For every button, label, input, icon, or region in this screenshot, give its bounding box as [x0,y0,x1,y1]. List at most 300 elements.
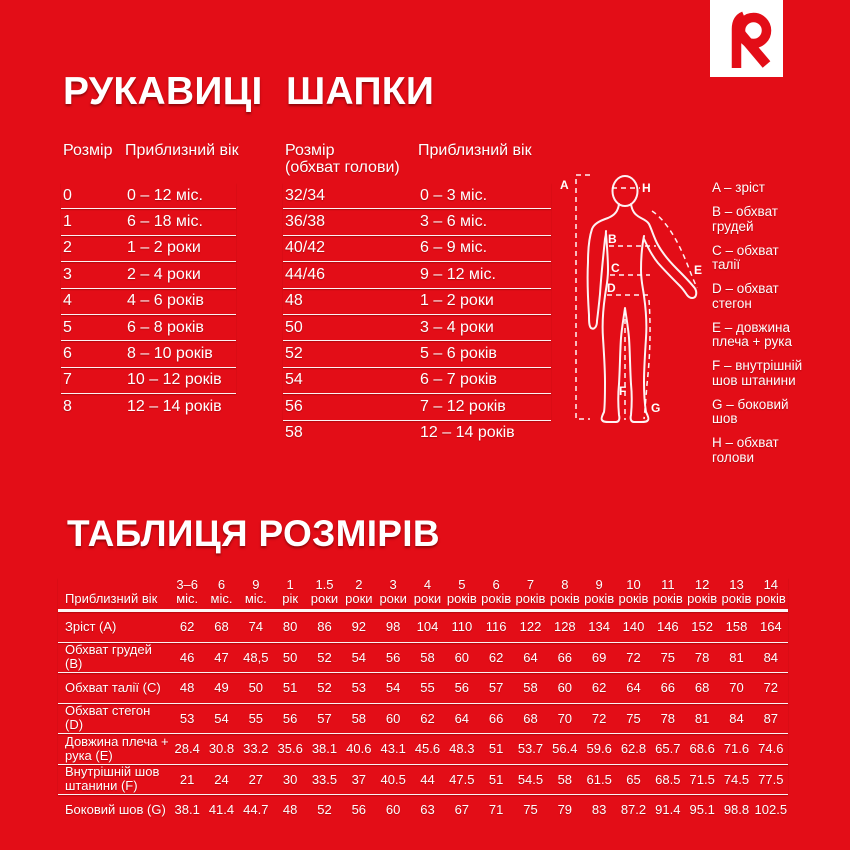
size-table-column-header [170,578,204,605]
size-table-value: 72 [591,710,607,726]
size-table-value: 146 [656,619,679,635]
hats-row [283,394,551,420]
size-table-value: 44.7 [243,802,269,818]
column-header-value: 9 [252,577,260,592]
size-table-column-header [445,578,479,605]
mittens-row [61,341,236,367]
measurement-legend [712,181,850,475]
size-table-value: 74.5 [723,771,750,787]
size-table-value: 41.4 [208,802,235,818]
size-table-value: 52 [317,680,332,696]
size-table-value: 56 [454,680,470,696]
size-table-row [58,795,788,825]
size-table-value: 72 [626,649,641,665]
mittens-row [61,209,236,235]
size-table-value: 71.5 [689,771,715,787]
size-table-value: 74.6 [758,741,784,757]
mittens-row-age: 0 – 12 міс. [127,186,203,204]
legend-line: голови [712,449,755,465]
mittens-row-age: 6 – 18 міс. [127,213,203,231]
legend-line: грудей [712,218,754,234]
size-table-value: 52 [317,649,332,665]
hats-row-age: 1 – 2 роки [420,292,494,310]
size-table-value: 78 [660,710,676,726]
figure-label-e: E [694,263,703,277]
hats-row-age: 3 – 4 роки [420,318,494,336]
column-header-unit: років [755,590,786,606]
hats-row-size: 50 [285,318,303,336]
hats-row [283,209,551,235]
size-table-row-label [58,643,170,671]
mittens-row-size: 5 [63,318,72,336]
figure-label-c: C [611,261,620,275]
size-table-value: 71.6 [723,741,750,757]
column-header-unit: років [618,590,649,606]
legend-line: стегон [712,295,752,311]
column-header-unit: років [652,590,683,606]
column-header-value: 10 [626,577,641,592]
column-header-unit: років [446,590,477,606]
column-header-unit: роки [379,590,407,606]
legend-line: F – внутрішній [712,358,803,373]
hats-row-age: 12 – 14 років [420,424,515,442]
hats-row-age: 7 – 12 років [420,397,506,415]
size-table-value: 47.5 [449,771,475,787]
size-table-value: 81 [694,710,710,726]
size-table-value: 66 [660,680,676,696]
size-table-value: 72 [763,680,779,696]
size-table-value: 140 [622,619,645,635]
size-table-header-label: Приблизний вік [65,590,158,606]
size-table-value: 38.1 [174,802,200,818]
size-table-value: 51 [488,741,504,757]
hats-col-age: Приблизний вік [418,142,532,159]
hats-table-header [285,142,565,176]
mittens-row-age: 2 – 4 роки [127,265,201,283]
size-table-column-header [719,578,753,605]
figure-label-g: G [651,401,661,415]
size-table-value: 58 [557,771,573,787]
hats-row-size: 54 [285,371,303,389]
hats-row-size: 56 [285,397,303,415]
size-table-value: 33.2 [243,741,269,757]
size-table-value: 43.1 [380,741,406,757]
column-header-value: 14 [763,577,779,592]
size-table-value: 53.7 [517,741,544,757]
brand-logo [710,0,783,77]
hats-row [283,421,551,446]
column-header-value: 8 [561,577,569,592]
size-table-value: 75 [660,649,676,665]
size-table-value: 46 [179,649,195,665]
size-table-row [58,612,788,643]
size-table-value: 81 [729,649,744,665]
size-table-value: 92 [351,619,367,635]
body-measurement-diagram [553,158,705,450]
size-table-value: 64 [626,680,641,696]
row-label-line: Внутрішній шов [65,764,160,780]
size-table-value: 62 [591,680,607,696]
legend-item [712,359,850,388]
size-table-body [58,612,788,825]
size-table-value: 84 [729,710,744,726]
size-table-value: 27 [248,771,264,787]
column-header-unit: міс. [210,590,233,606]
hats-row-size: 52 [285,345,303,363]
size-table-value: 116 [485,619,507,635]
size-table-row-label [58,765,170,793]
mittens-row-size: 4 [63,292,72,310]
size-table-value: 66 [488,710,504,726]
hats-title: ШАПКИ [286,70,435,113]
legend-line: B – обхват [712,204,778,219]
size-table-value: 56 [351,802,367,818]
size-table-value: 33.5 [311,771,338,787]
size-table-value: 67 [454,802,470,818]
hats-row [283,341,551,367]
legend-item [712,398,850,427]
size-table-value: 122 [519,619,542,635]
hats-col-size-line2: (обхват голови) [285,159,400,176]
size-table-value: 50 [282,649,298,665]
row-label-line: штанини (F) [65,778,138,794]
size-table-column-header [410,578,444,605]
size-table-header [58,578,788,612]
size-table-value: 104 [416,619,439,635]
size-table-value: 54.5 [517,771,544,787]
size-table-value: 63 [420,802,435,818]
figure-label-d: D [607,281,616,295]
hats-row-size: 48 [285,292,303,310]
hats-row [283,183,551,209]
size-table-value: 61.5 [586,771,612,787]
column-header-value: 12 [694,577,710,592]
size-table-value: 68 [523,710,538,726]
row-label-line: Зріст (A) [65,618,117,634]
legend-item [712,436,850,465]
size-table-value: 59.6 [586,741,612,757]
row-label-line: рука (E) [65,747,113,763]
size-table-value: 40.6 [346,741,372,757]
size-table-column-header [307,578,341,605]
column-header-unit: років [721,590,752,606]
size-table-value: 57 [488,680,504,696]
size-table-value: 68.5 [655,771,681,787]
hats-row [283,262,551,288]
size-table-value: 56.4 [552,741,578,757]
mittens-row-size: 8 [63,397,72,415]
column-header-value: 1.5 [315,577,334,592]
hats-col-size [285,142,418,176]
size-table-value: 68.6 [689,741,715,757]
column-header-value: 7 [526,577,535,592]
hats-row-size: 58 [285,424,303,442]
legend-line: H – обхват [712,435,779,450]
size-table-column-header [376,578,410,605]
column-header-unit: міс. [176,590,199,606]
column-header-unit: міс. [244,590,267,606]
size-table-column-header [582,578,616,605]
size-table-row [58,765,788,796]
size-table-value: 53 [351,680,367,696]
size-table-value: 60 [557,680,573,696]
hats-row-age: 6 – 7 років [420,371,497,389]
arm-line [652,211,697,288]
size-table-column-header [513,578,547,605]
size-table-value: 91.4 [655,802,681,818]
legend-line: шов [712,411,738,426]
size-table-value: 62.8 [620,741,647,757]
hats-row-age: 5 – 6 років [420,345,497,363]
size-table-value: 74 [248,619,264,635]
hats-row-age: 9 – 12 міс. [420,265,496,283]
size-table-value: 58 [351,710,367,726]
column-header-value: 11 [661,577,675,592]
column-header-value: 13 [729,577,744,592]
size-table-value: 28.4 [174,741,200,757]
size-table-value: 64 [454,710,470,726]
size-table-row-label [58,803,170,817]
size-table-value: 54 [385,680,401,696]
hats-row-age: 0 – 3 міс. [420,186,488,204]
row-label-line: Обхват талії (C) [65,679,161,695]
size-table-value: 86 [317,619,332,635]
hats-row-size: 36/38 [285,213,326,231]
mittens-row [61,368,236,394]
legend-item [712,181,850,196]
column-header-unit: роки [345,590,373,606]
legend-item [712,244,850,273]
row-label-line: Обхват грудей (B) [65,642,152,672]
size-table-value: 48,5 [243,649,269,665]
hats-table [283,183,551,446]
size-table-value: 53 [179,710,195,726]
mittens-row-size: 2 [63,239,72,257]
size-table-value: 62 [420,710,435,726]
mittens-row-size: 3 [63,265,72,283]
size-table-value: 48 [179,680,195,696]
size-table-value: 80 [282,619,298,635]
column-header-value: 6 [217,577,226,592]
size-table-value: 21 [179,771,195,787]
size-table-value: 128 [553,619,576,635]
mittens-row-age: 10 – 12 років [127,371,222,389]
legend-line: C – обхват [712,242,779,258]
size-table-value: 77.5 [758,771,784,787]
legend-item [712,321,850,350]
column-header-value: 2 [355,577,363,592]
size-table-value: 58 [523,680,538,696]
mittens-table [61,183,236,420]
size-table-value: 55 [248,710,264,726]
column-header-value: 4 [423,577,432,592]
size-table-value: 48.3 [449,741,475,757]
hats-row-age: 6 – 9 міс. [420,239,488,257]
column-header-unit: роки [413,590,442,606]
mittens-row [61,183,236,209]
column-header-value: 6 [492,577,500,592]
size-table-value: 37 [351,771,367,787]
legend-item [712,282,850,311]
mittens-row-size: 1 [63,213,72,231]
mittens-row [61,315,236,341]
column-header-value: 1 [286,577,294,592]
mittens-row [61,289,236,315]
hats-row-age: 3 – 6 міс. [420,213,488,231]
size-table-value: 30.8 [208,741,235,757]
size-table-value: 65 [626,771,641,787]
size-table-row [58,704,788,735]
hats-row [283,315,551,341]
column-header-value: 5 [458,577,466,592]
size-table-row-label [58,681,170,695]
mittens-row-size: 0 [63,186,72,204]
figure-label-a: A [560,178,569,192]
size-table-row-label [58,704,170,732]
column-header-unit: років [481,590,512,606]
mittens-col-size: Розмір [63,142,113,159]
mittens-row-size: 7 [63,371,72,389]
size-table-value: 78 [694,649,710,665]
mittens-row [61,262,236,288]
figure-label-f: F [619,384,627,398]
size-table-value: 49 [214,680,229,696]
size-table-value: 62 [179,619,195,635]
hats-row-size: 44/46 [285,265,326,283]
size-table-value: 70 [557,710,573,726]
hats-row [283,236,551,262]
mittens-row [61,394,236,419]
size-table-column-header [479,578,513,605]
size-table-value: 40.5 [380,771,406,787]
size-table-value: 47 [214,649,229,665]
size-table-value: 98.8 [723,802,750,818]
size-table-value: 56 [385,649,401,665]
size-table-value: 57 [317,710,332,726]
size-table-value: 45.6 [414,741,441,757]
size-table-value: 69 [591,649,607,665]
size-table-value: 110 [451,619,473,635]
size-table-value: 51 [282,680,298,696]
mittens-table-header [63,142,253,159]
mittens-row-age: 6 – 8 років [127,318,204,336]
size-table-value: 38.1 [311,741,338,757]
size-table-value: 66 [557,649,573,665]
size-table-value: 84 [763,649,779,665]
size-table-column-header [239,578,273,605]
mittens-row-age: 1 – 2 роки [127,239,201,257]
size-table-row-label [58,735,170,763]
size-table-value: 58 [420,649,435,665]
size-table-column-header [204,578,238,605]
legend-line: талії [712,257,741,272]
size-table-value: 60 [454,649,470,665]
size-table-value: 75 [523,802,538,818]
size-table-value: 24 [214,771,229,787]
column-header-value: 9 [595,577,603,592]
column-header-unit: роки [310,590,339,606]
legend-line: D – обхват [712,281,779,296]
legend-line: E – довжина [712,319,790,335]
mittens-col-age: Приблизний вік [125,142,239,159]
size-table-value: 51 [488,771,504,787]
size-table-row-label [58,620,170,634]
size-table-row [58,643,788,674]
mittens-row-age: 12 – 14 років [127,397,222,415]
size-table-value: 87 [763,710,779,726]
size-table-value: 158 [725,619,748,635]
size-table-value: 102.5 [754,802,788,818]
size-table-value: 134 [588,619,610,635]
size-table-column-header [548,578,582,605]
size-table-value: 30 [282,771,298,787]
size-table-value: 52 [317,802,332,818]
size-table-value: 68 [694,680,710,696]
legend-item [712,205,850,234]
legend-line: A – зріст [712,180,765,195]
size-table-value: 71 [488,802,504,818]
size-table-value: 95.1 [689,802,715,818]
hats-row [283,289,551,315]
size-table-value: 75 [626,710,641,726]
size-table [58,578,788,825]
reserved-r-icon [710,0,783,77]
size-table-value: 65.7 [655,741,681,757]
legend-line: плеча + рука [712,334,792,349]
size-table-value: 70 [729,680,744,696]
size-table-column-header [616,578,650,605]
column-header-unit: рік [282,590,299,606]
size-table-column-header [651,578,685,605]
size-table-value: 62 [488,649,504,665]
size-table-row [58,673,788,704]
size-table-column-header [342,578,376,605]
size-table-value: 35.6 [277,741,303,757]
size-table-value: 79 [557,802,573,818]
mittens-row-size: 6 [63,345,72,363]
size-table-value: 87.2 [620,802,647,818]
size-table-value: 60 [385,802,401,818]
hats-row-size: 32/34 [285,186,326,204]
size-table-column-header [685,578,719,605]
column-header-value: 3 [389,577,397,592]
size-table-title: ТАБЛИЦЯ РОЗМІРІВ [67,513,440,554]
row-label-line: Боковий шов (G) [65,801,166,817]
mittens-row [61,236,236,262]
size-table-value: 54 [351,649,367,665]
size-table-value: 152 [691,619,713,635]
figure-label-b: B [608,232,617,246]
size-table-value: 48 [282,802,298,818]
size-table-value: 98 [385,619,401,635]
size-table-row [58,734,788,765]
size-table-value: 60 [385,710,401,726]
legend-line: шов штанини [712,372,796,388]
size-table-column-header [754,578,788,605]
size-table-value: 55 [420,680,435,696]
row-label-line: Довжина плеча + [65,733,169,749]
column-header-unit: років [584,590,615,606]
size-table-value: 44 [420,771,435,787]
column-header-unit: років [687,590,718,606]
hats-row [283,368,551,394]
mittens-title: РУКАВИЦІ [63,70,263,113]
column-header-value: 3–6 [176,577,199,592]
figure-label-h: H [642,181,651,195]
size-table-column-header [273,578,307,605]
mittens-row-age: 4 – 6 років [127,292,204,310]
legend-line: G – боковий [712,396,789,412]
